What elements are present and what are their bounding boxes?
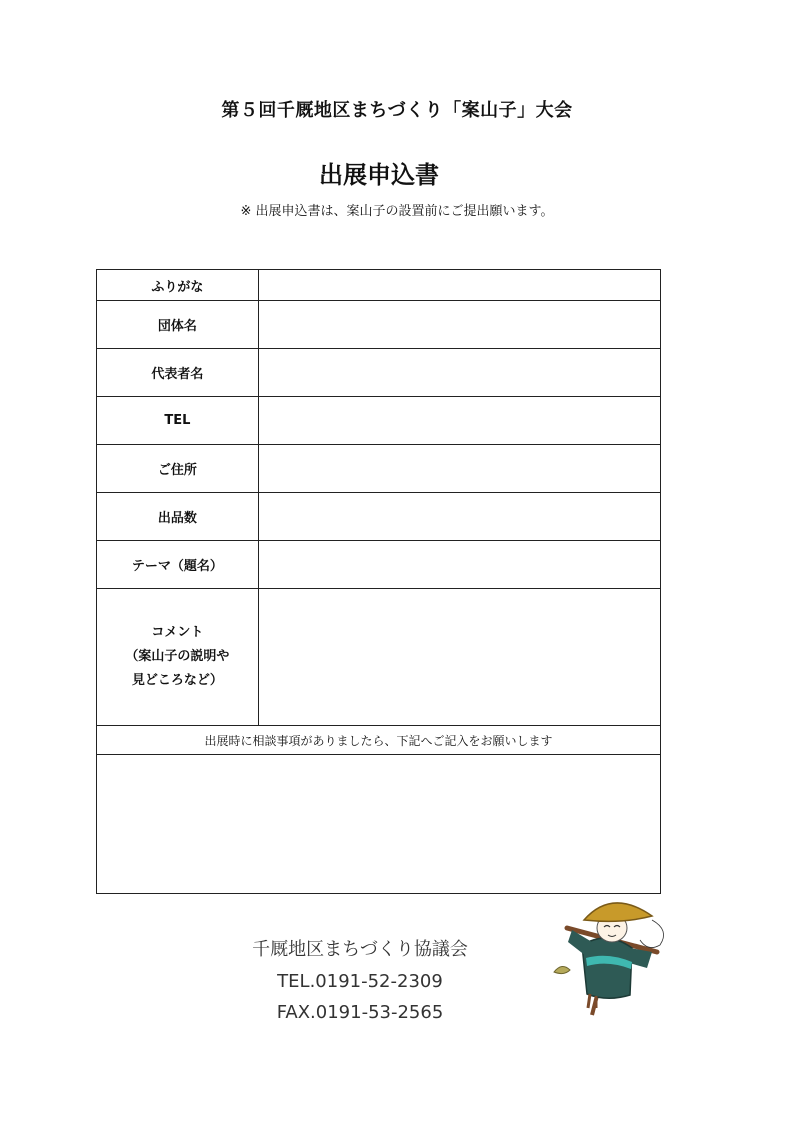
- form-row-tel: [97, 397, 661, 445]
- label-item-count: 出品数: [97, 493, 259, 541]
- label-comment-line3: 見どころなど）: [131, 673, 223, 688]
- form-row-theme: [97, 541, 661, 589]
- form-row-consult-notice: [97, 726, 661, 755]
- form-row-furigana: [97, 270, 661, 301]
- field-consult[interactable]: [97, 755, 661, 894]
- contact-tel: TEL.0191-52-2309: [277, 971, 443, 992]
- scarecrow-hat: [584, 903, 652, 921]
- form-row-item-count: [97, 493, 661, 541]
- application-form: [96, 269, 661, 894]
- consult-notice: 出展時に相談事項がありましたら、下記へご記入をお願いします: [97, 726, 661, 755]
- label-group-name: 団体名: [97, 301, 259, 349]
- scarecrow-illustration: [552, 890, 672, 1020]
- field-tel[interactable]: [258, 397, 660, 445]
- field-representative[interactable]: [258, 349, 660, 397]
- form-row-consult: [97, 755, 661, 894]
- label-furigana: ふりがな: [97, 270, 259, 301]
- contact-fax: FAX.0191-53-2565: [276, 1002, 444, 1023]
- label-theme: テーマ（題名）: [97, 541, 259, 589]
- form-row-representative: [97, 349, 661, 397]
- scarecrow-string: [640, 920, 664, 948]
- event-title: 第５回千厩地区まちづくり「案山子」大会: [221, 100, 573, 121]
- label-representative: 代表者名: [97, 349, 259, 397]
- form-row-group-name: [97, 301, 661, 349]
- label-comment-line1: コメント: [151, 625, 204, 640]
- label-tel: TEL: [97, 397, 259, 445]
- field-theme[interactable]: [258, 541, 660, 589]
- label-comment: [97, 589, 259, 726]
- label-address: ご住所: [97, 445, 259, 493]
- field-group-name[interactable]: [258, 301, 660, 349]
- field-comment[interactable]: [258, 589, 660, 726]
- bird-icon: [554, 966, 570, 973]
- label-comment-line2: （案山子の説明や: [125, 649, 230, 664]
- form-title: 出展申込書: [319, 161, 439, 189]
- field-address[interactable]: [258, 445, 660, 493]
- field-item-count[interactable]: [258, 493, 660, 541]
- form-row-comment: [97, 589, 661, 726]
- organization-name: 千厩地区まちづくり協議会: [252, 939, 468, 960]
- submission-note: ※ 出展申込書は、案山子の設置前にご提出願います。: [240, 204, 554, 219]
- form-row-address: [97, 445, 661, 493]
- field-furigana[interactable]: [258, 270, 660, 301]
